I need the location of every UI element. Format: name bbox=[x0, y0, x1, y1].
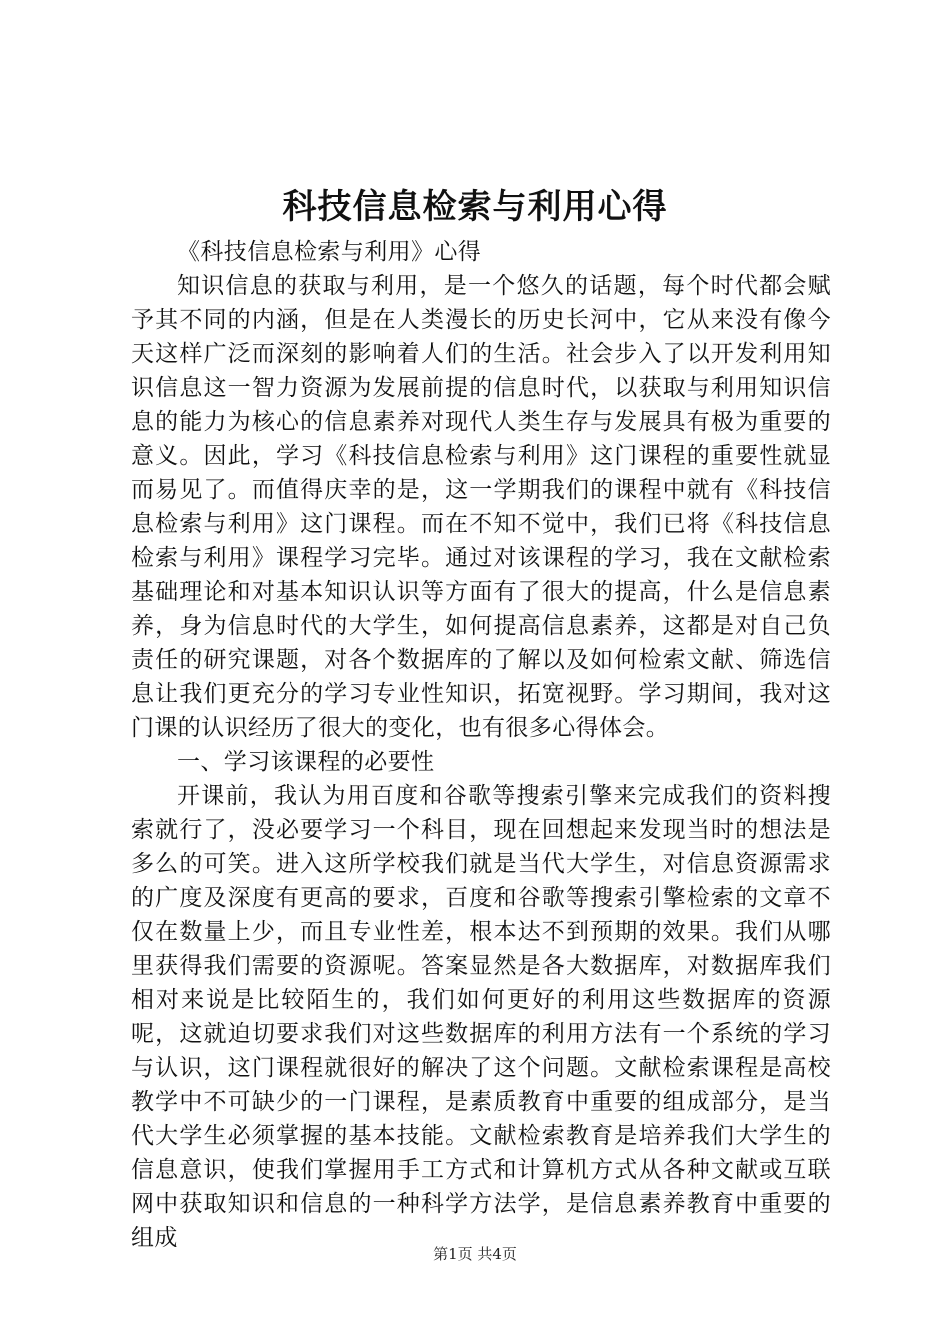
subtitle-paragraph: 《科技信息检索与利用》心得 bbox=[177, 239, 482, 265]
document-body bbox=[131, 235, 831, 1255]
document-title: 科技信息检索与利用心得 bbox=[282, 187, 668, 227]
body-paragraph: 开课前，我认为用百度和谷歌等搜索引擎来完成我们的资料搜索就行了，没必要学习一个科目，现在回想起来发现当时的想法是多么的可笑。进入这所学校我们就是当代大学生，对信息资源需求的广度及深度有更高的要求，百度和谷歌等搜索引擎检索的文章不仅在数量上少，而且专业性差，根本达不到预期的效果。我们从哪里获得我们需要的资源呢。答案显然是各大数据库，对数据库我们相对来说是比较陌生的，我们如何更好的利用这些数据库的资源呢，这就迫切要求我们对这些数据库的利用方法有一个系统的学习与认识，这门课程就很好的解决了这个问题。文献检索课程是高校教学中不可缺少的一门课程，是素质教育中重要的组成部分，是当代大学生必须掌握的基本技能。文献检索教育是培养我们大学生的信息意识，使我们掌握用手工方式和计算机方式从各种文献或互联网中获取知识和信息的一种科学方法学，是信息素养教育中重要的组成 bbox=[131, 783, 831, 1251]
body-paragraph: 知识信息的获取与利用，是一个悠久的话题，每个时代都会赋予其不同的内涵，但是在人类漫长的历史长河中，它从来没有像今天这样广泛而深刻的影响着人们的生活。社会步入了以开发利用知识信息这一智力资源为发展前提的信息时代，以获取与利用知识信息的能力为核心的信息素养对现代人类生存与发展具有极为重要的意义。因此，学习《科技信息检索与利用》这门课程的重要性就显而易见了。而值得庆幸的是，这一学期我们的课程中就有《科技信息检索与利用》这门课程。而在不知不觉中，我们已将《科技信息检索与利用》课程学习完毕。通过对该课程的学习，我在文献检索基础理论和对基本知识认识等方面有了很大的提高，什么是信息素养，身为信息时代的大学生，如何提高信息素养，这都是对自己负责任的研究课题，对各个数据库的了解以及如何检索文献、筛选信息让我们更充分的学习专业性知识，拓宽视野。学习期间，我对这门课的认识经历了很大的变化，也有很多心得体会。 bbox=[131, 273, 831, 741]
section-heading: 一、学习该课程的必要性 bbox=[177, 749, 435, 775]
page-number-footer: 第1页 共4页 bbox=[433, 1245, 517, 1263]
